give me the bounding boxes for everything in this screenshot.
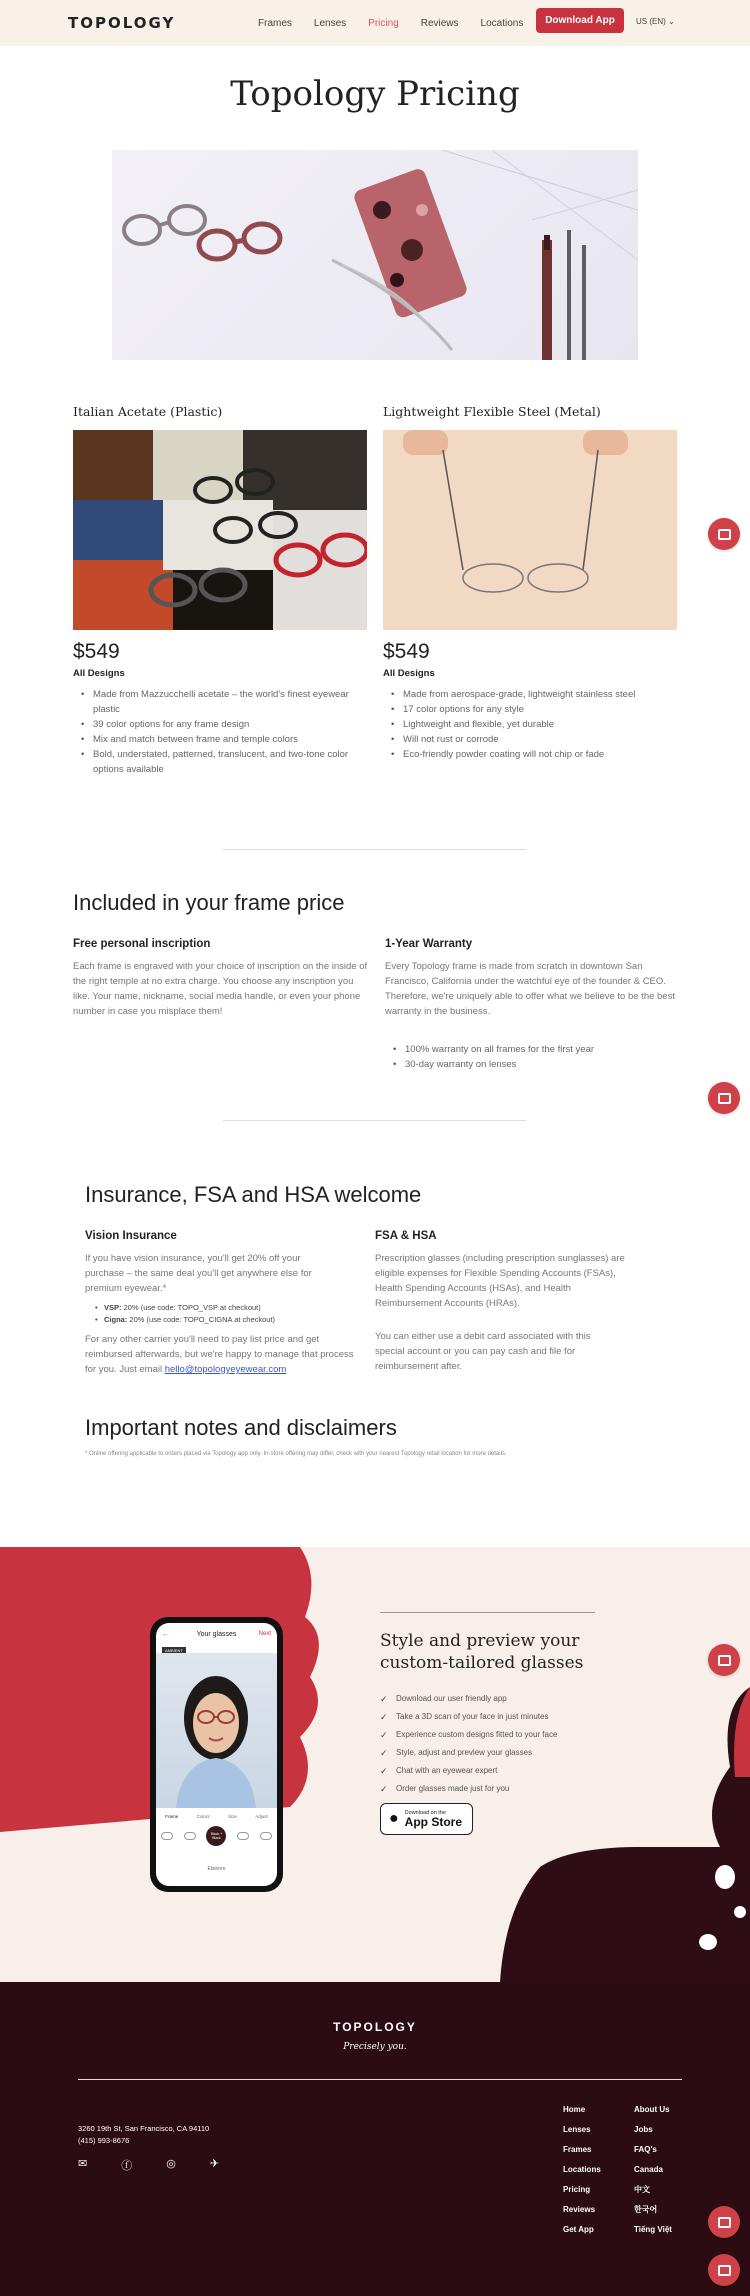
divider bbox=[380, 1612, 595, 1613]
chat-icon bbox=[718, 1655, 731, 1666]
footer-link[interactable]: Locations bbox=[563, 2165, 601, 2174]
footer-link[interactable]: Home bbox=[563, 2105, 586, 2114]
download-app-button[interactable]: Download App bbox=[536, 8, 624, 33]
footer-tagline: Precisely you. bbox=[343, 2042, 407, 2052]
nav-pricing[interactable]: Pricing bbox=[368, 17, 399, 29]
app-store-small-text: Download on the bbox=[404, 1809, 446, 1816]
phone-tab-frame[interactable]: Frame bbox=[165, 1814, 179, 1819]
insurance-heading: Insurance, FSA and HSA welcome bbox=[85, 1182, 422, 1207]
acetate-label: Italian Acetate (Plastic) bbox=[73, 404, 223, 419]
phone-tab-adjust[interactable]: Adjust bbox=[255, 1814, 268, 1819]
steel-price: $549 bbox=[383, 640, 430, 663]
social-links bbox=[78, 2157, 219, 2173]
divider bbox=[78, 2079, 682, 2080]
list-item: • Bold, understated, patterned, translucent, and two-tone color options available bbox=[73, 747, 363, 777]
nav-locations[interactable]: Locations bbox=[480, 17, 524, 29]
vsp-label: VSP: bbox=[104, 1303, 122, 1312]
footer-link[interactable]: 한국어 bbox=[634, 2205, 658, 2214]
list-item: ✓ Take a 3D scan of your face in just minutes bbox=[380, 1708, 557, 1726]
list-item: • 17 color options for any style bbox=[383, 702, 683, 717]
promo-checklist bbox=[380, 1690, 557, 1798]
frame-carousel bbox=[156, 1826, 277, 1846]
list-item: ✓ Style, adjust and preview your glasses bbox=[380, 1744, 557, 1762]
cigna-label: Cigna: bbox=[104, 1315, 128, 1324]
vision-text: If you have vision insurance, you'll get 20% off your purchase – the same deal you'll get anywhere else for premium eyewear.* bbox=[85, 1253, 312, 1294]
acetate-features bbox=[73, 687, 363, 777]
footer-link[interactable]: Pricing bbox=[563, 2185, 591, 2194]
page-title: Topology Pricing bbox=[230, 74, 520, 114]
phone-title: Your glasses bbox=[196, 1631, 237, 1638]
fsa-text-2: You can either use a debit card associated with this special account or you can pay cash and file for reimbursement after. bbox=[375, 1331, 591, 1372]
phone-tabs bbox=[156, 1814, 277, 1819]
insurance-codes bbox=[90, 1302, 340, 1326]
frame-option[interactable] bbox=[237, 1832, 249, 1840]
list-item bbox=[90, 1314, 340, 1326]
list-item: • 30-day warranty on lenses bbox=[385, 1057, 675, 1072]
promo-heading-line-2: custom-tailored glasses bbox=[380, 1653, 584, 1673]
list-item: • Mix and match between frame and temple colors bbox=[73, 732, 363, 747]
inscription-title: Free personal inscription bbox=[73, 938, 211, 950]
list-item: • Made from aerospace-grade, lightweight stainless steel bbox=[383, 687, 683, 702]
nav-lenses[interactable]: Lenses bbox=[313, 17, 347, 29]
style-name: Elsinore bbox=[207, 1866, 226, 1872]
app-store-big-text: App Store bbox=[404, 1814, 463, 1829]
vsp-text: 20% (use code: TOPO_VSP at checkout) bbox=[121, 1303, 261, 1312]
inscription-text: Each frame is engraved with your choice of inscription on the inside of the right temple at no extra charge. You choose any inscription you like. Your name, nickname, social media handle, or even your phone number in case you misplace them! bbox=[73, 961, 368, 1017]
list-item: ✓ Experience custom designs fitted to your face bbox=[380, 1726, 557, 1744]
email-icon[interactable]: ✉ bbox=[78, 2158, 88, 2170]
nav-frames[interactable]: Frames bbox=[258, 17, 292, 29]
list-item: • Lightweight and flexible, yet durable bbox=[383, 717, 683, 732]
fsa-text: Prescription glasses (including prescription sunglasses) are eligible expenses for Flexible Spending Accounts (FSAs), Health Spending Accounts (HSAs), and Health Reimbursement Accounts (HRAs). bbox=[375, 1253, 625, 1309]
phone-next[interactable]: Next bbox=[258, 1631, 271, 1637]
apple-icon: ● bbox=[389, 1810, 399, 1827]
footer-link[interactable]: FAQ's bbox=[634, 2145, 657, 2154]
chat-icon bbox=[718, 2217, 731, 2228]
twitter-icon[interactable]: ✈ bbox=[209, 2158, 220, 2170]
steel-features bbox=[383, 687, 683, 762]
cigna-text: 20% (use code: TOPO_CIGNA at checkout) bbox=[127, 1315, 276, 1324]
steel-label: Lightweight Flexible Steel (Metal) bbox=[383, 404, 601, 419]
facebook-icon[interactable]: ⓕ bbox=[121, 2160, 133, 2172]
vision-title: Vision Insurance bbox=[85, 1230, 177, 1242]
phone-mockup bbox=[150, 1617, 283, 1892]
footer-link[interactable]: Canada bbox=[634, 2165, 663, 2174]
chat-button[interactable] bbox=[708, 1082, 740, 1114]
chat-button[interactable] bbox=[708, 1644, 740, 1676]
phone-badge: AMBIENT bbox=[162, 1647, 186, 1654]
promo-heading bbox=[380, 1630, 583, 1674]
acetate-photo bbox=[73, 430, 367, 630]
footnote: * Online offering applicable to orders placed via Topology app only. In-store offering may differ, check with your nearest Topology retail location for more details. bbox=[85, 1451, 507, 1457]
chat-button[interactable] bbox=[708, 2206, 740, 2238]
notes-heading: Important notes and disclaimers bbox=[85, 1415, 397, 1440]
main-nav bbox=[258, 0, 545, 46]
divider bbox=[223, 849, 526, 850]
list-item: • Will not rust or corrode bbox=[383, 732, 683, 747]
warranty-list bbox=[385, 1042, 675, 1072]
footer-link[interactable]: 中文 bbox=[634, 2185, 650, 2194]
chat-icon bbox=[718, 2265, 731, 2276]
frame-option[interactable] bbox=[260, 1832, 272, 1840]
chat-button[interactable] bbox=[708, 518, 740, 550]
footer-logo[interactable]: TOPOLOGY bbox=[333, 2020, 417, 2034]
steel-all-designs: All Designs bbox=[383, 668, 435, 679]
footer-link[interactable]: Lenses bbox=[563, 2125, 591, 2134]
warranty-text: Every Topology frame is made from scratch in downtown San Francisco, California under the watchful eye of the founder & CEO. Therefore, we're uniquely able to offer what we believe to be the best warranty in the business. bbox=[385, 961, 675, 1017]
footer-link[interactable]: Reviews bbox=[563, 2205, 596, 2214]
list-item: • 39 color options for any frame design bbox=[73, 717, 363, 732]
phone-screen bbox=[156, 1623, 277, 1886]
site-header bbox=[0, 0, 750, 46]
footer-links-2 bbox=[634, 2100, 672, 2240]
phone-back[interactable]: ← bbox=[162, 1631, 169, 1638]
frame-option[interactable] bbox=[184, 1832, 196, 1840]
fsa-title: FSA & HSA bbox=[375, 1230, 437, 1242]
footer-phone[interactable]: (415) 993-8676 bbox=[78, 2136, 130, 2145]
footer-link[interactable]: Frames bbox=[563, 2145, 592, 2154]
list-item: ✓ Chat with an eyewear expert bbox=[380, 1762, 557, 1780]
face-preview bbox=[156, 1653, 277, 1808]
footer-link[interactable]: About Us bbox=[634, 2105, 670, 2114]
steel-photo bbox=[383, 430, 677, 630]
app-store-button[interactable] bbox=[380, 1803, 473, 1835]
footer-link[interactable]: Get App bbox=[563, 2225, 594, 2234]
locale-selector[interactable]: US (EN) ⌄ bbox=[636, 17, 675, 26]
frame-option[interactable] bbox=[161, 1832, 173, 1840]
email-link[interactable]: hello@topologyeyewear.com bbox=[164, 1364, 287, 1375]
selected-frame-option[interactable]: Black + Black bbox=[206, 1826, 226, 1846]
footer-link[interactable]: Jobs bbox=[634, 2125, 653, 2134]
footer-links-1 bbox=[563, 2100, 601, 2240]
site-footer bbox=[0, 1982, 750, 2296]
chat-button[interactable] bbox=[708, 2254, 740, 2286]
warranty-title: 1-Year Warranty bbox=[385, 938, 473, 950]
acetate-price: $549 bbox=[73, 640, 120, 663]
promo-heading-line-1: Style and preview your bbox=[380, 1631, 580, 1651]
phone-tab-size[interactable]: Size bbox=[228, 1814, 237, 1819]
list-item: ✓ Download our user friendly app bbox=[380, 1690, 557, 1708]
instagram-icon[interactable]: ◎ bbox=[166, 2158, 176, 2170]
divider bbox=[223, 1120, 526, 1121]
other-carrier-text bbox=[85, 1332, 365, 1377]
hero-image bbox=[112, 150, 638, 360]
acetate-all-designs: All Designs bbox=[73, 668, 125, 679]
included-heading: Included in your frame price bbox=[73, 890, 345, 915]
list-item: ✓ Order glasses made just for you bbox=[380, 1780, 557, 1798]
list-item: • Made from Mazzucchelli acetate – the world's finest eyewear plastic bbox=[73, 687, 363, 717]
list-item bbox=[90, 1302, 340, 1314]
footer-contact bbox=[78, 2123, 209, 2147]
list-item: • Eco-friendly powder coating will not chip or fade bbox=[383, 747, 683, 762]
promo-background bbox=[0, 1547, 750, 1982]
chat-icon bbox=[718, 529, 731, 540]
app-promo bbox=[0, 1547, 750, 1982]
footer-address: 3260 19th St, San Francisco, CA 94110 bbox=[78, 2124, 210, 2133]
chat-icon bbox=[718, 1093, 731, 1104]
logo[interactable]: TOPOLOGY bbox=[68, 14, 176, 32]
footer-link[interactable]: Tiếng Việt bbox=[634, 2225, 672, 2234]
nav-reviews[interactable]: Reviews bbox=[420, 17, 459, 29]
list-item: • 100% warranty on all frames for the first year bbox=[385, 1042, 675, 1057]
phone-tab-colors[interactable]: Colors bbox=[196, 1814, 210, 1819]
other-carrier-body: For any other carrier you'll need to pay list price and get reimbursed afterwards, but we're happy to manage that process for you. Just email bbox=[85, 1334, 354, 1375]
